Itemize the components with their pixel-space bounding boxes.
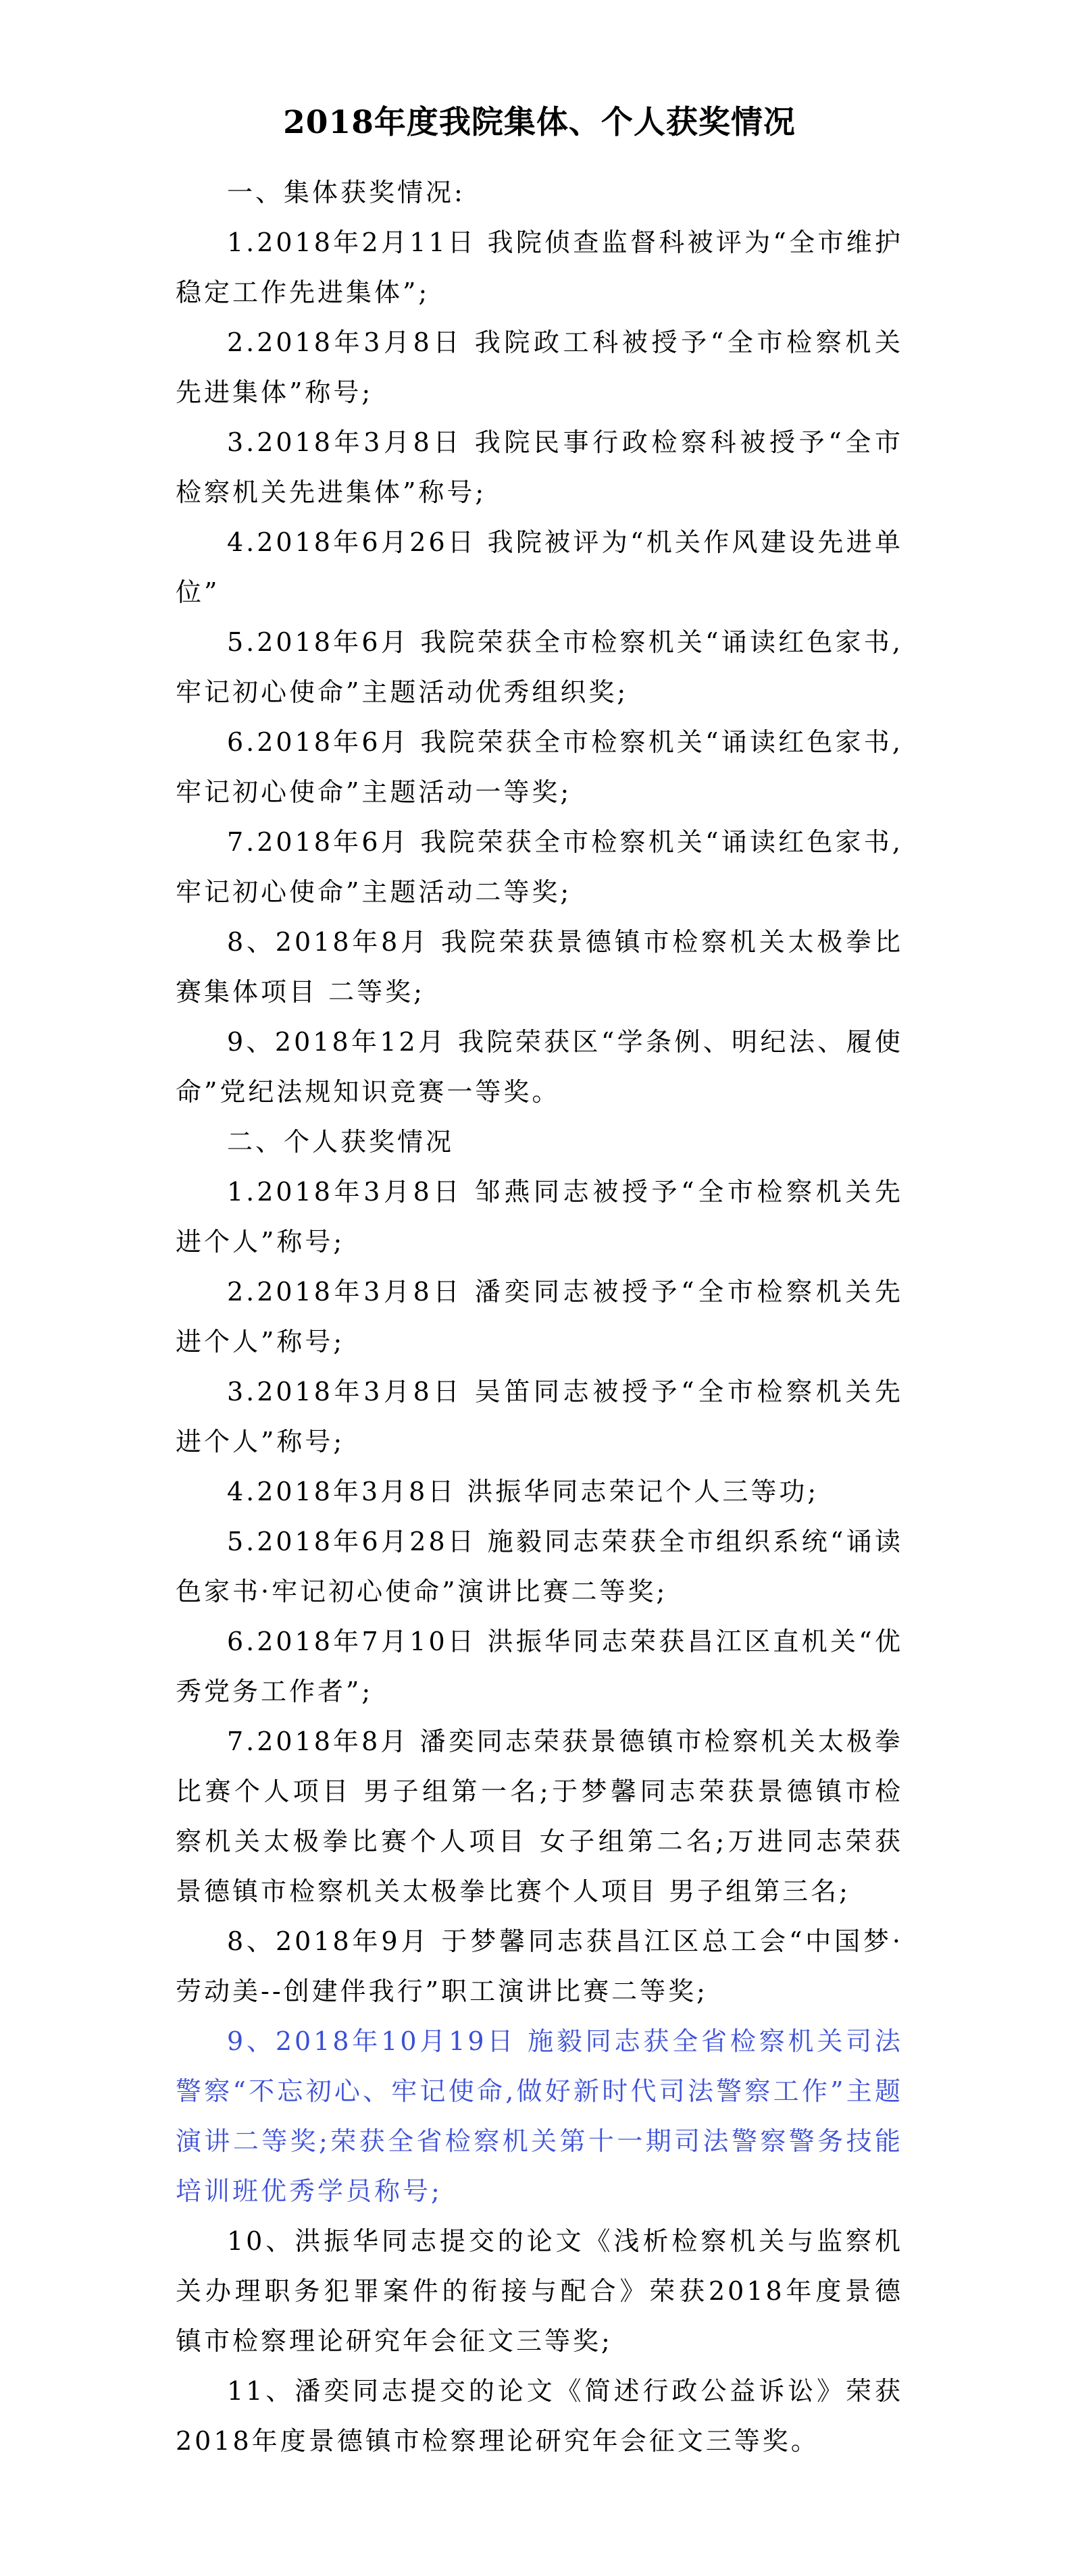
collective-award-item: 7.2018年6月 我院荣获全市检察机关“诵读红色家书,牢记初心使命”主题活动二等奖; <box>176 827 903 907</box>
section-heading-collective: 一、集体获奖情况: <box>227 178 465 207</box>
individual-award-item: 10、洪振华同志提交的论文《浅析检察机关与监察机关办理职务犯罪案件的衔接与配合》荣获2018年度景德镇市检察理论研究年会征文三等奖; <box>176 2226 903 2356</box>
collective-award-item: 9、2018年12月 我院荣获区“学条例、明纪法、履使命”党纪法规知识竞赛一等奖。 <box>176 1027 903 1107</box>
individual-award-item: 7.2018年8月 潘奕同志荣获景德镇市检察机关太极拳比赛个人项目 男子组第一名;于梦馨同志荣获景德镇市检察机关太极拳比赛个人项目 女子组第二名;万进同志荣获景德镇市检察机关太极拳比赛个人项目 男子组第三名; <box>176 1727 903 1906</box>
individual-award-item: 2.2018年3月8日 潘奕同志被授予“全市检察机关先进个人”称号; <box>176 1277 903 1357</box>
individual-award-item: 11、潘奕同志提交的论文《简述行政公益诉讼》荣获2018年度景德镇市检察理论研究年会征文三等奖。 <box>176 2376 903 2456</box>
individual-award-item: 5.2018年6月28日 施毅同志荣获全市组织系统“诵读色家书·牢记初心使命”演讲比赛二等奖; <box>176 1527 903 1606</box>
individual-award-item: 1.2018年3月8日 邹燕同志被授予“全市检察机关先进个人”称号; <box>176 1177 903 1257</box>
collective-award-item: 4.2018年6月26日 我院被评为“机关作风建设先进单位” <box>176 527 903 607</box>
individual-award-item: 3.2018年3月8日 吴笛同志被授予“全市检察机关先进个人”称号; <box>176 1377 903 1456</box>
individual-award-item: 8、2018年9月 于梦馨同志获昌江区总工会“中国梦·劳动美--创建伴我行”职工演讲比赛二等奖; <box>176 1926 903 2006</box>
collective-award-item: 8、2018年8月 我院荣获景德镇市检察机关太极拳比赛集体项目 二等奖; <box>176 927 903 1007</box>
individual-award-item: 4.2018年3月8日 洪振华同志荣记个人三等功; <box>227 1477 819 1506</box>
document-title: 2018年度我院集体、个人获奖情况 <box>283 104 796 141</box>
collective-award-item: 1.2018年2月11日 我院侦查监督科被评为“全市维护稳定工作先进集体”; <box>176 228 903 307</box>
individual-award-item: 6.2018年7月10日 洪振华同志荣获昌江区直机关“优秀党务工作者”; <box>176 1627 903 1706</box>
collective-award-item: 3.2018年3月8日 我院民事行政检察科被授予“全市检察机关先进集体”称号; <box>176 427 903 507</box>
collective-award-item: 6.2018年6月 我院荣获全市检察机关“诵读红色家书,牢记初心使命”主题活动一等奖; <box>176 727 903 807</box>
collective-award-item: 2.2018年3月8日 我院政工科被授予“全市检察机关先进集体”称号; <box>176 327 903 407</box>
collective-award-item: 5.2018年6月 我院荣获全市检察机关“诵读红色家书,牢记初心使命”主题活动优秀组织奖; <box>176 627 903 707</box>
section-heading-individual: 二、个人获奖情况 <box>227 1127 455 1157</box>
individual-award-item-highlighted: 9、2018年10月19日 施毅同志获全省检察机关司法警察“不忘初心、牢记使命,做好新时代司法警察工作”主题演讲二等奖;荣获全省检察机关第十一期司法警察警务技能培训班优秀学员称号; <box>176 2026 903 2206</box>
